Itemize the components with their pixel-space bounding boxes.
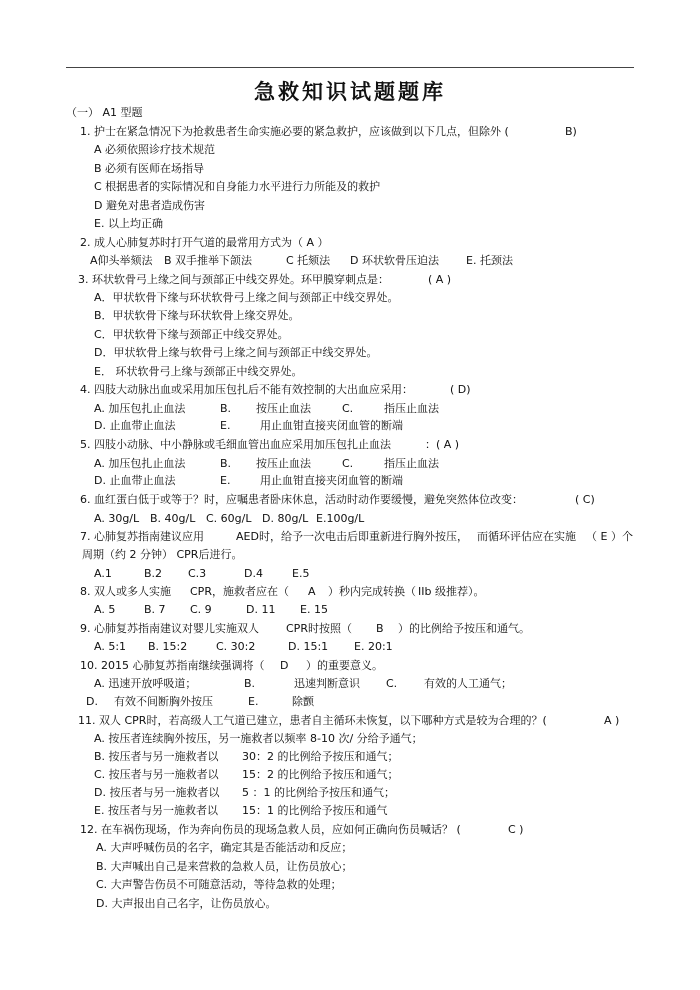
option: A. 迅速开放呼吸道； <box>94 677 197 690</box>
question-stem: 10. 2015 心肺复苏指南继续强调将（ <box>80 659 265 672</box>
option: D．甲状软骨上缘与软骨弓上缘之间与颈部正中线交界处。 <box>94 346 378 359</box>
question-7-continued: 周期（约 2 分钟） CPR后进行。 <box>82 548 243 561</box>
option: C 托颏法 <box>286 254 331 267</box>
option-letter: E. <box>248 695 259 708</box>
option-letter: D. <box>86 695 98 708</box>
option-text: C. 按压者与另一施救者以 <box>94 768 219 781</box>
option: A. 大声呼喊伤员的名字，确定其是否能活动和反应； <box>96 841 353 854</box>
option: B. 40g/L <box>150 512 196 525</box>
option-text: 按压止血法 <box>256 457 311 470</box>
option: D.4 <box>244 567 263 580</box>
option: D. 80g/L <box>262 512 309 525</box>
option: E. 20:1 <box>354 640 393 653</box>
option: D 避免对患者造成伤害 <box>94 199 205 212</box>
option: A. 30g/L <box>94 512 140 525</box>
question-stem: AED时，给予一次电击后即重新进行胸外按压， <box>236 530 468 543</box>
option-letter: B. <box>220 457 232 470</box>
section-heading: （一） A1 型题 <box>66 106 143 119</box>
option: E. 15 <box>300 603 328 616</box>
answer-key: C ) <box>508 823 524 836</box>
option-text: B. 按压者与另一施救者以 <box>94 750 219 763</box>
option-text: 按压止血法 <box>256 402 311 415</box>
answer-key: B) <box>565 125 577 138</box>
option: C.3 <box>188 567 207 580</box>
option-text: 5 ：1 的比例给予按压和通气； <box>242 786 395 799</box>
option: E. 托颈法 <box>466 254 513 267</box>
answer-key: B <box>376 622 384 635</box>
option-text: 有效的人工通气； <box>424 677 512 690</box>
answer-key: A ) <box>604 714 620 727</box>
option-text: A. 按压者连续胸外按压，另一施救者以频率 <box>94 732 307 745</box>
option: C. 大声警告伤员不可随意活动，等待急救的处理； <box>96 878 342 891</box>
option: A．甲状软骨下缘与环状软骨弓上缘之间与颈部正中线交界处。 <box>94 291 399 304</box>
question-stem: 3. 环状软骨弓上缘之间与颈部正中线交界处。环甲膜穿刺点是： <box>78 273 389 286</box>
option: C. 30:2 <box>216 640 256 653</box>
option: A仰头举颏法 <box>90 254 153 267</box>
option-letter: C. <box>386 677 398 690</box>
option: D. 止血带止血法 <box>94 474 176 487</box>
option-text: 8-10 次/ 分给予通气； <box>310 732 423 745</box>
question-stem: CPR时按照（ <box>286 622 352 635</box>
question-stem: 12. 在车祸伤现场，作为奔向伤员的现场急救人员，应如何正确向伤员喊话？ ( <box>80 823 461 836</box>
option-letter: B. <box>220 402 232 415</box>
option-letter: E. <box>220 474 231 487</box>
question-stem: 4. 四肢大动脉出血或采用加压包扎后不能有效控制的大出血应采用： <box>80 383 413 396</box>
option: C. 60g/L <box>206 512 252 525</box>
option: A 必须依照诊疗技术规范 <box>94 143 216 156</box>
question-stem: 1. 护士在紧急情况下为抢救患者生命实施必要的紧急救护，应该做到以下几点，但除外 ( <box>80 125 509 138</box>
option: E.5 <box>292 567 310 580</box>
option-letter: E. <box>220 419 231 432</box>
option-text: 30：2 的比例给予按压和通气； <box>242 750 399 763</box>
option: A. 5:1 <box>94 640 127 653</box>
option: C 根据患者的实际情况和自身能力水平进行力所能及的救护 <box>94 180 381 193</box>
option: B. 大声喊出自己是来营救的急救人员，让伤员放心； <box>96 860 353 873</box>
question-stem: 11. 双人 CPR时，若高级人工气道已建立，患者自主循环未恢复，以下哪种方式是较为合理的？( <box>78 714 547 727</box>
option: D. 止血带止血法 <box>94 419 176 432</box>
option: B. 15:2 <box>148 640 188 653</box>
answer-key: （ E ）个 <box>586 530 633 543</box>
answer-key: A <box>308 585 316 598</box>
question-stem: CPR，施救者应在（ <box>190 585 289 598</box>
option-text: 15：2 的比例给予按压和通气； <box>242 768 399 781</box>
option: D. 15:1 <box>288 640 329 653</box>
page-title: 急救知识试题题库 <box>254 80 446 104</box>
question-stem: ）秒内完成转换（ <box>328 585 416 598</box>
option: A. 5 <box>94 603 116 616</box>
option-text: 有效不间断胸外按压 <box>114 695 213 708</box>
question-stem: 6. 血红蛋白低于或等于？时，应嘱患者卧床休息，活动时动作要缓慢，避免突然体位改变： <box>80 493 523 506</box>
question-stem: 7. 心肺复苏指南建议应用 <box>80 530 204 543</box>
option-text: 指压止血法 <box>384 402 439 415</box>
option-text: 迅速判断意识 <box>294 677 360 690</box>
option: B.2 <box>144 567 163 580</box>
answer-key: ( D) <box>450 383 471 396</box>
option: E． 环状软骨弓上缘与颈部正中线交界处。 <box>94 365 303 378</box>
option-letter: B. <box>244 677 256 690</box>
question-stem: ）的比例给予按压和通气。 <box>398 622 530 635</box>
option-letter: C. <box>342 402 354 415</box>
answer-key: ( C) <box>575 493 595 506</box>
option-letter: C. <box>342 457 354 470</box>
answer-key: ( A ) <box>428 273 452 286</box>
option: A. 加压包扎止血法 <box>94 457 186 470</box>
question-2: 2. 成人心肺复苏时打开气道的最常用方式为（ A ） <box>80 236 329 249</box>
option-text: 用止血钳直接夹闭血管的断端 <box>260 474 403 487</box>
question-stem: 5. 四肢小动脉、中小静脉或毛细血管出血应采用加压包扎止血法 <box>80 438 391 451</box>
option-text: D. 按压者与另一施救者以 <box>94 786 220 799</box>
option: A. 加压包扎止血法 <box>94 402 186 415</box>
option: B 双手推举下颌法 <box>164 254 253 267</box>
question-stem: IIb 级推荐）。 <box>418 585 485 598</box>
option: D. 大声报出自己名字，让伤员放心。 <box>96 897 277 910</box>
option-text: E. 按压者与另一施救者以 <box>94 804 218 817</box>
option: C．甲状软骨下缘与颈部正中线交界处。 <box>94 328 289 341</box>
question-stem: 8. 双人或多人实施 <box>80 585 171 598</box>
option: D 环状软骨压迫法 <box>350 254 439 267</box>
question-stem: 而循环评估应在实施 <box>477 530 576 543</box>
answer-key: D <box>280 659 289 672</box>
option-text: 15：1 的比例给予按压和通气 <box>242 804 388 817</box>
option: E. 以上均正确 <box>94 217 163 230</box>
option: B．甲状软骨下缘与环状软骨上缘交界处。 <box>94 309 300 322</box>
option: C. 9 <box>190 603 212 616</box>
answer-key: ：( A ) <box>425 438 460 451</box>
option: D. 11 <box>246 603 276 616</box>
option-text: 指压止血法 <box>384 457 439 470</box>
question-stem: 9. 心肺复苏指南建议对婴儿实施双人 <box>80 622 259 635</box>
option-text: 用止血钳直接夹闭血管的断端 <box>260 419 403 432</box>
option: A.1 <box>94 567 112 580</box>
option: B. 7 <box>144 603 166 616</box>
option: B 必须有医师在场指导 <box>94 162 205 175</box>
top-rule <box>66 67 634 68</box>
option: E.100g/L <box>316 512 365 525</box>
option-text: 除颤 <box>292 695 314 708</box>
question-stem: ）的重要意义。 <box>306 659 383 672</box>
